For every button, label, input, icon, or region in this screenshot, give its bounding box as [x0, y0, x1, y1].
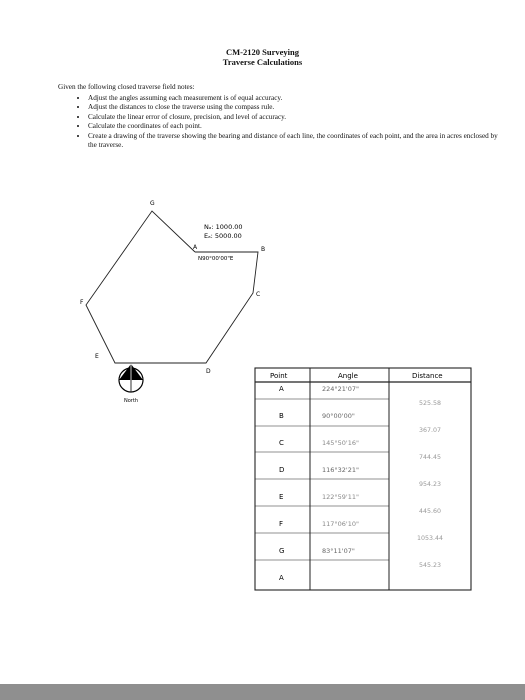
table-cell-point: B [279, 412, 284, 420]
task-item: • Create a drawing of the traverse showing the bearing and distance of each line, the coordinates of each point, and the area in acres enclosed by the traverse. [88, 132, 508, 151]
document-subtitle: Traverse Calculations [222, 57, 303, 67]
table-header-angle: Angle [338, 372, 358, 380]
point-label-f: F [80, 299, 84, 306]
table-cell-angle: 117°06'10" [322, 520, 359, 528]
task-item: • Calculate the linear error of closure, precision, and level of accuracy. [88, 113, 508, 122]
task-item: • Calculate the coordinates of each point. [88, 122, 508, 131]
table-cell-point: D [279, 466, 285, 474]
table-cell-angle: 145°50'16" [322, 439, 359, 447]
table-cell-angle: 90°00'00" [322, 412, 355, 420]
task-item: • Adjust the distances to close the traverse using the compass rule. [88, 103, 508, 112]
table-cell-distance: 1053.44 [416, 535, 444, 542]
table-cell-angle: 122°59'11" [322, 493, 359, 501]
north-arrow [119, 364, 143, 392]
point-label-g: G [150, 200, 155, 207]
table-cell-distance: 367.07 [418, 427, 442, 434]
bearing-label: N90°00'00"E [198, 256, 234, 262]
point-label-d: D [206, 368, 211, 375]
table-cell-distance: 445.60 [418, 508, 442, 515]
table-cell-point: A [279, 574, 284, 582]
table-cell-point: F [279, 520, 284, 528]
table-cell-point: G [279, 547, 285, 555]
table-header-distance: Distance [412, 372, 443, 380]
task-item: • Adjust the angles assuming each measurement is of equal accuracy. [88, 94, 508, 103]
table-cell-distance: 954.23 [418, 481, 442, 488]
table-cell-distance: 545.23 [418, 562, 442, 569]
point-label-e: E [95, 353, 99, 360]
viewer-footer-bar [0, 684, 525, 700]
point-label-a: A [193, 244, 198, 251]
north-label: North [124, 398, 138, 404]
table-cell-angle: 116°32'21" [322, 466, 359, 474]
point-label-c: C [256, 291, 261, 298]
table-cell-distance: 525.58 [418, 400, 442, 407]
table-header-point: Point [270, 372, 288, 380]
coord-northing: Nₐ: 1000.00 [204, 223, 243, 231]
intro-text: Given the following closed traverse field notes: [58, 83, 195, 91]
table-cell-point: E [279, 493, 284, 501]
table-cell-distance: 744.45 [418, 454, 442, 461]
table-cell-angle: 224°21'07" [322, 385, 359, 393]
table-cell-point: C [279, 439, 284, 447]
table-cell-angle: 83°11'07" [322, 547, 355, 555]
table-cell-point: A [279, 385, 284, 393]
document-title: CM-2120 Surveying [226, 47, 299, 57]
coord-easting: Eₐ: 5000.00 [204, 232, 242, 240]
point-label-b: B [261, 246, 266, 253]
